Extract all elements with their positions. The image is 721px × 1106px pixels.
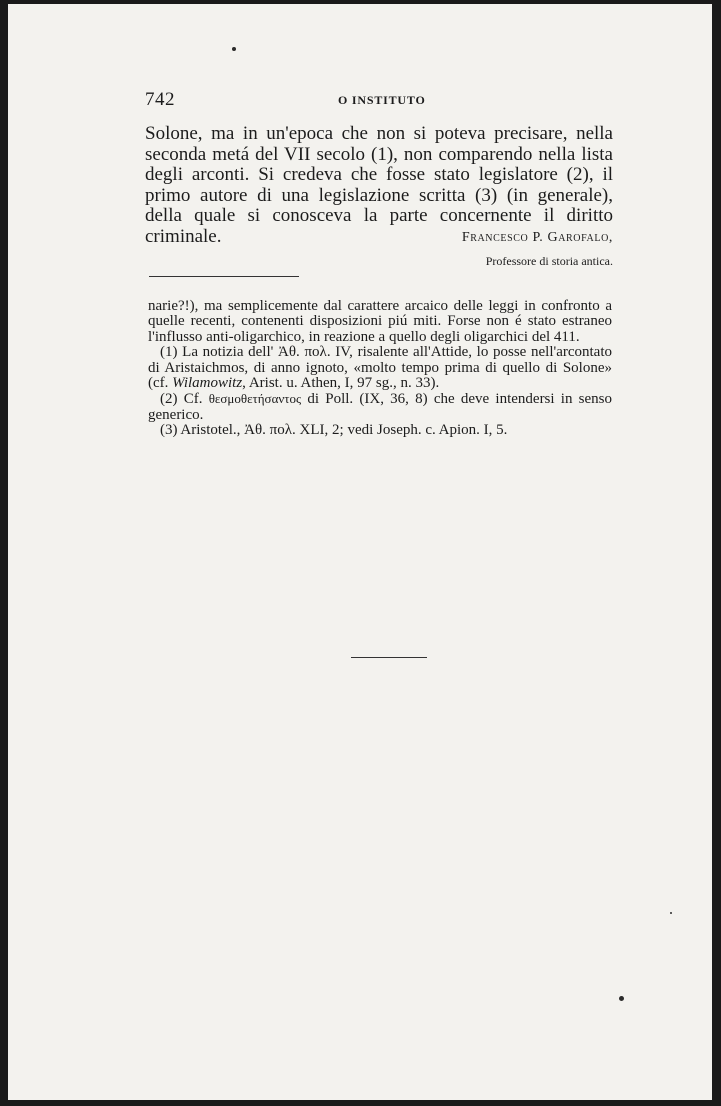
page-header [145, 89, 615, 113]
ink-speck [619, 996, 624, 1001]
author-name: Francesco P. Garofalo, [461, 230, 613, 245]
greek-abbreviation: Ἀθ. πολ. [244, 422, 296, 439]
running-head: O INSTITUTO [338, 93, 426, 107]
footnote-2: (2) Cf. θεσμοθετήσαντος di Poll. (IX, 36, 8) che deve intendersi in senso generico. [148, 391, 612, 423]
footnotes [148, 299, 612, 439]
footnote-continuation: narie?!), ma semplicemente dal carattere arcaico delle leggi in confronto a quelle recenti, contenenti disposizioni piú miti. Forse non é stato estraneo l'influsso anti-oligarchico, in reazione a quello degli oligarchici del 411. [148, 298, 612, 345]
author-title: Professore di storia antica. [485, 254, 613, 268]
body-paragraph [145, 124, 613, 247]
page-number: 742 [145, 89, 175, 110]
footnote-1: (1) La notizia dell' Ἀθ. πολ. IV, risalente all'Attide, lo posse nell'arcontato di Aristaichmos, di anno ignoto, «molto tempo prima di quello di Solone» (cf. Wilamowitz, Arist. u. Athen, I, 97 sg., n. 33). [148, 344, 613, 392]
footnote-separator-rule [149, 276, 299, 277]
end-rule [351, 657, 427, 658]
signature-block [462, 230, 613, 269]
author-citation: Wilamowitz [172, 375, 243, 392]
footnote-3: (3) Aristotel., Ἀθ. πολ. XLI, 2; vedi Joseph. c. Apion. I, 5. [160, 422, 508, 439]
body-paragraph-text: Solone, ma in un'epoca che non si poteva precisare, nella seconda metá del VII secolo (1), non comparendo nella lista degli arconti. Si credeva che fosse stato legislatore (2), il primo autore di una legislazione scritta (3) (in generale), della quale si conosceva la parte concernente il diritto criminale. [145, 123, 613, 247]
ink-speck [232, 47, 236, 51]
greek-abbreviation: Ἀθ. πολ. [278, 344, 331, 361]
ink-speck [670, 912, 672, 914]
greek-term: θεσμοθετήσαντος [208, 391, 302, 407]
